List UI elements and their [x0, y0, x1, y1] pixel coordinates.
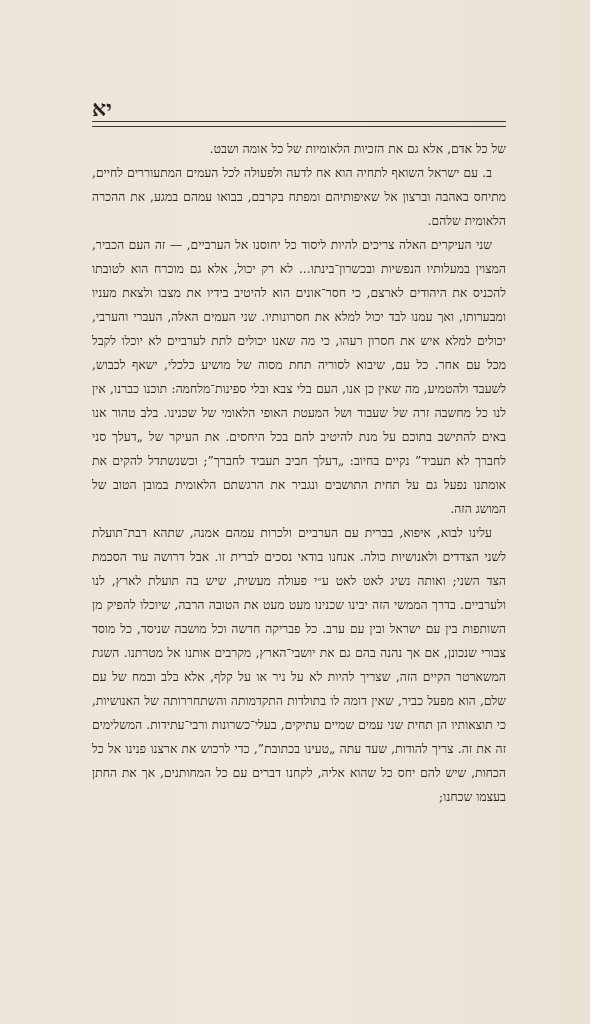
paragraph: של כל אדם, אלא גם את הזכיות הלאומיות של כל אומה ושבט.	[209, 142, 506, 156]
header-rule-bottom	[92, 126, 506, 127]
header-rule-top	[92, 121, 506, 122]
paragraph: שני העיקרים האלה צריכים להיות ליסוד כל יחוסנו אל הערביים, — זה העם הכביר, המצוין במעלותיו הנפשיות ובכשרון־בינתו... לא רק יכול, אלא גם מוכרח הוא לטובתו להכניס את היהודים לארצם, כי חסר־אונים הוא להיטיב בידיו את מצבו ולצאת מעניו ומבערותו, ואך עמנו לבד יכול למלא את חסרונותיו. שני העמים האלה, העברי והערבי, יכולים למלא איש את חסרון רעהו, כי מה שאנו יכולים לתת לערביים לא יוכלו לקבל מכל עם אחר. כל עם, שיבוא לסוריה תחת מסוה של מושיע כלכלי, ישאף לכבוש, לשעבד ולהטמיע, מה שאין כן אנו, העם בלי צבא ובלי ספינות־מלחמה: תוכנו כברנו, אין לנו כל מחשבה זרה של שעבוד ושל המעטת האופי הלאומי של שכנינו. בלב טהור אנו באים להתישב בתוכם על מנת להיטיב להם בכל היחסים. את העיקר של „דעלך סני לחברך לא תעביד” נקיים בחיוב: „דעלך חביב תעביד לחברך”; וכשנשתדל להקים את אומתנו נפעל גם על תחית התושבים ונגביר את הרגשתם הלאומית במובן הטוב של המושג הזה.	[92, 238, 506, 516]
paragraph: עלינו לבוא, איפוא, בברית עם הערביים ולכרות עמהם אמנה, שתהא רבת־תועלת לשני הצדדים ולאנושיות כולה. אנחנו בודאי נסכים לברית זו. אבל דרושה עוד הסכמת הצד השני; ואותה נשיג לאט לאט ע״י פעולה מעשית, שיש בה תועלת לארץ, לנו ולערביים. בדרך הממשי הזה יבינו שכנינו מעט מעט את הטובה הרבה, שיוכלו להפיק מן השותפות בין עם ישראל ובין עם ערב. כל פבריקה חדשה וכל מושבה שניסד, כל מוסד צבורי שנכונן, אם אך נהנה בהם גם את יושבי־הארץ, מקרבים אותנו אל מטרתנו. השגת המשארטר הקיים הזה, שצריך להיות לא על ניר או על קלף, אלא בלב ובמח של עם שלם, הוא מפעל כביר, שאין דומה לו בתולדות התקדמותה והשתחררותה של האנושיות, כי תוצאותיו הן תחית שני עמים שמיים עתיקים, בעלי־כשרונות ורבי־עתידות. המשלימים זה את זה. צריך להודות, שעד עתה „טעינו בכתובת”, כדי לרכוש את ארצנו פנינו אל כל הכחות, שיש להם יחס כל שהוא אליה, לקחנו דברים עם כל המחותנים, אך את החתן בעצמו שכחנו;	[92, 526, 506, 804]
page-number: יא	[92, 96, 112, 122]
body-text	[92, 137, 506, 809]
paragraph: ב. עם ישראל השואף לתחיה הוא אח לדעה ולפעולה לכל העמים המתעוררים לחיים, מתיחס באהבה וברצון אל שאיפותיהם ומפתח בקרבם, בבואו עמהם במגע, את ההכרה הלאומית שלהם.	[92, 166, 506, 228]
